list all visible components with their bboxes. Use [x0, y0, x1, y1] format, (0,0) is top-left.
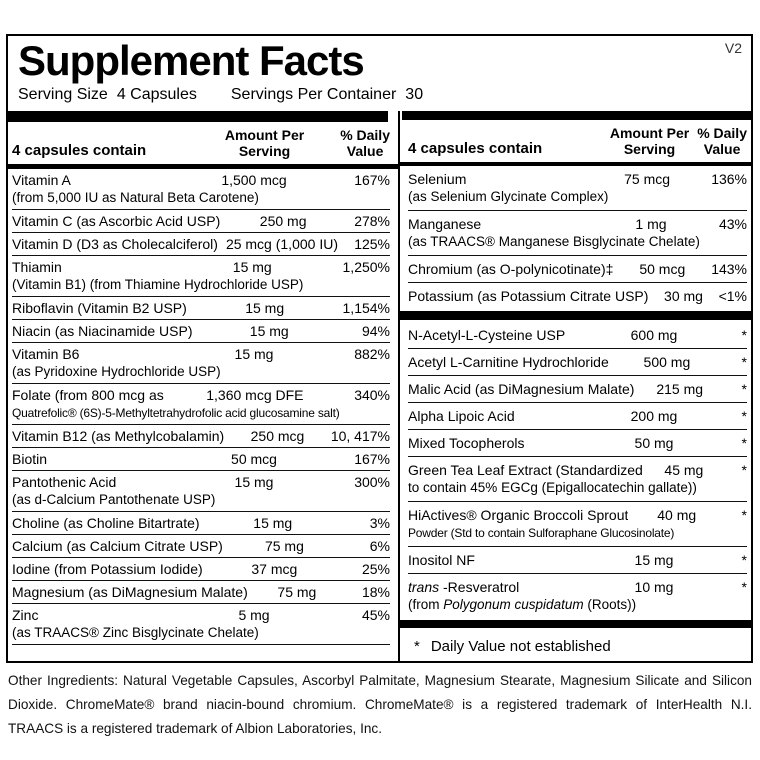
nutrition-columns — [8, 111, 751, 661]
row-name: Thiamin — [12, 259, 62, 275]
table-row — [12, 319, 390, 342]
row-subtext: (from 5,000 IU as Natural Beta Carotene) — [12, 190, 259, 205]
row-amount: 1 mg — [635, 216, 667, 233]
row-subtext: Quatrefolic® (6S)-5-Methyltetrahydrofolic acid glucosamine salt) — [12, 406, 340, 420]
row-name: Niacin (as Niacinamide USP) — [12, 323, 193, 339]
row-name: Vitamin D (D3 as Cholecalciferol) — [12, 236, 218, 252]
table-row — [12, 209, 390, 232]
row-subtext: (from Polygonum cuspidatum (Roots)) — [408, 596, 637, 612]
row-amount: 1,360 mcg DFE — [206, 387, 304, 403]
table-row — [408, 348, 747, 375]
daily-value-header: % Daily Value — [340, 127, 390, 159]
row-daily-value: * — [741, 380, 747, 397]
row-amount: 15 mg — [245, 300, 285, 316]
row-daily-value: 45% — [361, 607, 390, 623]
row-daily-value: * — [741, 326, 747, 343]
row-name: Potassium (as Potassium Citrate USP) — [408, 288, 649, 305]
table-row — [408, 573, 747, 618]
row-name: Vitamin B6 — [12, 346, 80, 362]
row-daily-value: 18% — [361, 584, 390, 600]
row-amount: 45 mg — [664, 461, 704, 478]
row-daily-value: 1,154% — [342, 300, 390, 316]
row-amount: 10 mg — [634, 578, 674, 595]
row-daily-value: * — [741, 506, 747, 523]
row-name: Green Tea Leaf Extract (Standardized — [408, 461, 643, 478]
row-amount: 37 mcg — [251, 561, 298, 577]
row-amount: 25 mcg (1,000 IU) — [225, 236, 338, 252]
active-ingredient-rows — [408, 322, 747, 618]
table-row — [12, 603, 390, 644]
row-name: Iodine (from Potassium Iodide) — [12, 561, 203, 577]
footnote-symbol: * — [414, 638, 420, 655]
row-amount: 50 mcg — [639, 261, 686, 278]
table-row — [408, 322, 747, 348]
row-daily-value: 136% — [711, 171, 747, 188]
row-daily-value: * — [741, 551, 747, 568]
row-amount: 15 mg — [249, 323, 289, 339]
mineral-rows — [408, 166, 747, 309]
table-row — [12, 232, 390, 255]
serving-size-label: Serving Size — [18, 86, 108, 103]
row-daily-value: 300% — [354, 474, 390, 490]
table-row — [12, 447, 390, 470]
table-row — [12, 557, 390, 580]
serving-size-value: 4 Capsules — [116, 86, 197, 103]
row-amount: 15 mg — [253, 515, 293, 531]
row-daily-value: 278% — [354, 213, 390, 229]
table-row — [12, 580, 390, 603]
row-name: Mixed Tocopherols — [408, 434, 525, 451]
row-amount: 40 mg — [657, 506, 697, 523]
row-daily-value: 6% — [369, 538, 390, 554]
row-name: Zinc — [12, 607, 39, 623]
row-daily-value: * — [741, 353, 747, 370]
row-daily-value: 43% — [718, 216, 747, 233]
column-header-right — [408, 120, 747, 160]
row-subtext: (as d-Calcium Pantothenate USP) — [12, 492, 216, 507]
row-amount: 600 mg — [630, 326, 678, 343]
row-daily-value: 882% — [354, 346, 390, 362]
row-name: Vitamin B12 (as Methylcobalamin) — [12, 428, 225, 444]
amount-header: Amount Per Serving — [609, 125, 690, 158]
row-subtext: to contain 45% EGCg (Epigallocatechin gallate)) — [408, 479, 697, 495]
supplement-facts-panel — [6, 34, 753, 663]
table-row — [408, 255, 747, 282]
amount-header: Amount Per Serving — [224, 127, 305, 159]
row-subtext: (as TRAACS® Manganese Bisglycinate Chelate) — [408, 234, 700, 250]
row-amount: 50 mcg — [231, 451, 277, 467]
table-row — [12, 424, 390, 447]
table-row — [12, 255, 390, 296]
row-name: Alpha Lipoic Acid — [408, 407, 515, 424]
row-amount: 30 mg — [664, 288, 703, 305]
row-name: Folate (from 800 mcg as — [12, 387, 164, 403]
table-row — [408, 456, 747, 501]
section-divider-bar — [400, 311, 751, 319]
table-row — [12, 342, 390, 383]
row-name: HiActives® Organic Broccoli Sprout — [408, 506, 629, 523]
page-title: Supplement Facts — [18, 37, 364, 84]
footnote-text: Daily Value not established — [430, 638, 611, 655]
column-top-bar — [8, 111, 388, 122]
row-amount: 75 mg — [277, 584, 317, 600]
row-subtext: (as Selenium Glycinate Complex) — [408, 189, 609, 205]
serving-size — [18, 86, 197, 104]
row-name: Magnesium (as DiMagnesium Malate) — [12, 584, 248, 600]
table-row — [12, 470, 390, 511]
row-daily-value: 94% — [361, 323, 390, 339]
row-name: Vitamin A — [12, 172, 71, 188]
section-divider-bar — [400, 620, 751, 628]
row-amount: 75 mg — [264, 538, 304, 554]
row-daily-value: * — [741, 461, 747, 478]
row-name: Selenium — [408, 171, 467, 188]
row-amount: 1,500 mcg — [221, 172, 287, 188]
row-amount: 15 mg — [234, 474, 274, 490]
table-row — [408, 546, 747, 573]
row-amount: 75 mcg — [624, 171, 671, 188]
row-name: Acetyl L-Carnitine Hydrochloride — [408, 353, 609, 370]
row-subtext: (as Pyridoxine Hydrochloride USP) — [12, 364, 221, 379]
contain-header: 4 capsules contain — [12, 142, 147, 159]
servings-per-container-value: 30 — [405, 86, 424, 103]
row-name: N-Acetyl-L-Cysteine USP — [408, 326, 566, 343]
table-row — [408, 501, 747, 546]
row-amount: 50 mg — [634, 434, 674, 451]
table-row — [12, 383, 390, 424]
table-row — [408, 402, 747, 429]
column-top-bar — [402, 111, 751, 120]
row-amount: 5 mg — [238, 607, 270, 623]
panel-header — [8, 36, 751, 83]
servings-per-container-label: Servings Per Container — [230, 86, 397, 103]
row-subtext: (as TRAACS® Zinc Bisglycinate Chelate) — [12, 625, 259, 640]
table-row — [12, 169, 390, 209]
row-daily-value: 143% — [711, 261, 747, 278]
row-amount: 250 mg — [259, 213, 307, 229]
table-row — [408, 282, 747, 309]
row-subtext: (Vitamin B1) (from Thiamine Hydrochloride USP) — [12, 277, 304, 292]
row-name: trans -Resveratrol — [408, 578, 520, 595]
row-daily-value: 3% — [369, 515, 390, 531]
row-name: Manganese — [408, 216, 482, 233]
row-amount: 250 mcg — [250, 428, 305, 444]
nutrition-column-right — [398, 111, 751, 661]
row-name: Inositol NF — [408, 551, 475, 568]
row-name: Chromium (as O-polynicotinate)‡ — [408, 261, 614, 278]
servings-per-container — [231, 86, 423, 104]
table-row — [408, 429, 747, 456]
serving-info — [8, 83, 751, 111]
table-row — [12, 534, 390, 557]
nutrition-column-left — [8, 111, 398, 661]
row-amount: 15 mg — [232, 259, 272, 275]
other-ingredients-text: Other Ingredients: Natural Vegetable Capsules, Ascorbyl Palmitate, Magnesium Stearate, Magnesium Silicate and Silicon Dioxide. ChromeMate® brand niacin-bound chromium. ChromeMate® is a registered trademark of InterHealth N.I. TRAACS is a registered trademark of Albion Laboratories, Inc. — [8, 673, 752, 736]
row-amount: 15 mg — [634, 551, 674, 568]
row-daily-value: * — [741, 407, 747, 424]
row-name: Pantothenic Acid — [12, 474, 117, 490]
row-daily-value: 125% — [354, 236, 390, 252]
row-amount: 15 mg — [234, 346, 274, 362]
row-name: Vitamin C (as Ascorbic Acid USP) — [12, 213, 221, 229]
table-row — [408, 166, 747, 210]
row-daily-value: 167% — [354, 172, 390, 188]
table-row — [408, 375, 747, 402]
row-amount: 215 mg — [656, 380, 704, 397]
table-row — [408, 210, 747, 255]
daily-value-header: % Daily Value — [697, 125, 747, 158]
row-name: Riboflavin (Vitamin B2 USP) — [12, 300, 187, 316]
row-name: Biotin — [12, 451, 48, 467]
row-subtext: Powder (Std to contain Sulforaphane Glucosinolate) — [408, 525, 675, 540]
row-daily-value: 1,250% — [342, 259, 390, 275]
row-daily-value: * — [741, 578, 747, 595]
row-daily-value: <1% — [718, 288, 747, 305]
column-header-left — [12, 122, 390, 162]
row-daily-value: 340% — [354, 387, 390, 403]
table-row — [12, 511, 390, 534]
nutrient-rows-left — [12, 169, 390, 645]
version-label: V2 — [724, 40, 742, 56]
daily-value-footnote — [408, 630, 747, 661]
row-name: Calcium (as Calcium Citrate USP) — [12, 538, 223, 554]
contain-header: 4 capsules contain — [408, 140, 543, 158]
row-amount: 200 mg — [630, 407, 678, 424]
row-daily-value: 167% — [354, 451, 390, 467]
table-row — [12, 296, 390, 319]
row-name: Malic Acid (as DiMagnesium Malate) — [408, 380, 635, 397]
row-daily-value: * — [741, 434, 747, 451]
row-name: Choline (as Choline Bitartrate) — [12, 515, 200, 531]
row-daily-value: 25% — [361, 561, 390, 577]
row-daily-value: 10, 417% — [330, 428, 390, 444]
row-amount: 500 mg — [643, 353, 691, 370]
